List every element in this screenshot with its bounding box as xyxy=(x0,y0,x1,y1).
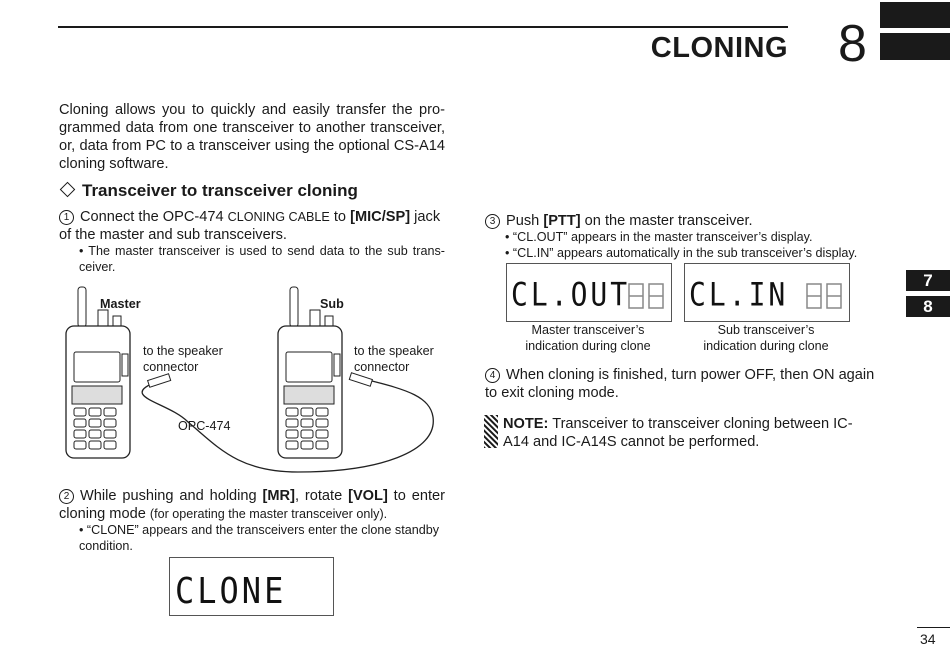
note-hatch-icon xyxy=(484,415,498,448)
lcd-digits-icon xyxy=(627,282,667,310)
speaker-label-left xyxy=(143,343,223,375)
speaker-label-line: to the speaker xyxy=(354,344,434,358)
step-text: Push xyxy=(506,213,544,229)
mr-key: [MR] xyxy=(262,488,295,504)
sub-radio-icon xyxy=(278,287,342,458)
step-text: jack of the master and sub transceivers. xyxy=(59,209,441,243)
plug-left-icon xyxy=(148,374,171,387)
step-text: to xyxy=(329,209,351,225)
lcd-master-text: CL.OUT xyxy=(511,275,631,314)
intro-paragraph: Cloning allows you to quickly and easily transfer the pro-grammed data from one transceiver to another transceiver, or, data from PC to a transceiver using the optional CS-A14 cloning software. xyxy=(59,102,445,172)
speaker-label-line: connector xyxy=(354,360,410,374)
speaker-label-line: connector xyxy=(143,360,199,374)
section-heading xyxy=(59,181,358,201)
page-title: CLONING xyxy=(650,32,788,64)
chapter-bar-top xyxy=(880,2,950,28)
step-2 xyxy=(59,487,445,523)
chapter-bar-bottom xyxy=(880,33,950,60)
side-tab-7[interactable]: 7 xyxy=(906,270,950,291)
step-3-bullet-2: • “CL.IN” appears automatically in the sub transceiver’s display. xyxy=(505,246,858,260)
speaker-label-right xyxy=(354,343,434,375)
caption-line: indication during clone xyxy=(525,339,651,353)
chapter-number: 8 xyxy=(838,15,867,73)
page-number-rule xyxy=(917,627,950,628)
vol-key: [VOL] xyxy=(348,488,388,504)
master-label: Master xyxy=(100,297,141,311)
caption-line: indication during clone xyxy=(703,339,829,353)
step-text: When cloning is finished, turn power OFF, then ON again to exit cloning mode. xyxy=(485,367,875,401)
step-4 xyxy=(485,366,877,402)
caption-line: Master transceiver’s xyxy=(531,323,645,337)
cable-name: CLONING CABLE xyxy=(227,210,330,224)
step-text: Connect the OPC-474 xyxy=(80,209,228,225)
step-3 xyxy=(485,212,875,230)
lcd-clone xyxy=(169,557,334,616)
step-number: 1 xyxy=(59,210,74,225)
sub-label: Sub xyxy=(320,297,344,311)
step-number: 4 xyxy=(485,368,500,383)
page-number: 34 xyxy=(920,631,936,647)
master-radio-icon xyxy=(66,287,130,458)
cable-label: OPC-474 xyxy=(178,419,231,433)
step-text: on the master transceiver. xyxy=(580,213,753,229)
note-text: Transceiver to transceiver cloning between IC-A14 and IC-A14S cannot be performed. xyxy=(503,416,853,450)
caption-line: Sub transceiver’s xyxy=(717,323,815,337)
ptt-key: [PTT] xyxy=(543,213,581,229)
section-title: Transceiver to transceiver cloning xyxy=(82,181,358,200)
note-label: NOTE: xyxy=(503,416,549,432)
step-text: While pushing and holding xyxy=(80,488,263,504)
lcd-clone-text: CLONE xyxy=(175,570,287,612)
step-3-bullet-1: • “CL.OUT” appears in the master transceiver’s display. xyxy=(505,230,813,244)
step-number: 3 xyxy=(485,214,500,229)
step-1-bullet: • The master transceiver is used to send data to the sub trans-ceiver. xyxy=(79,244,445,274)
lcd-master xyxy=(506,263,672,322)
caption-master xyxy=(506,322,670,354)
diamond-icon xyxy=(60,182,76,198)
jack-key: [MIC/SP] xyxy=(350,209,411,225)
step-2-bullet: • “CLONE” appears and the transceivers enter the clone standby condition. xyxy=(79,523,440,553)
side-tab-8[interactable]: 8 xyxy=(906,296,950,317)
lcd-sub xyxy=(684,263,850,322)
step-1 xyxy=(59,208,445,244)
caption-sub xyxy=(684,322,848,354)
lcd-digits-icon xyxy=(805,282,845,310)
lcd-sub-text: CL.IN xyxy=(689,275,789,314)
cloning-diagram xyxy=(58,282,458,482)
step-note: (for operating the master transceiver only). xyxy=(149,507,388,521)
speaker-label-line: to the speaker xyxy=(143,344,223,358)
step-number: 2 xyxy=(59,489,74,504)
step-text: to enter cloning mode xyxy=(59,488,445,522)
header-rule xyxy=(58,26,788,28)
step-text: , rotate xyxy=(294,488,349,504)
note xyxy=(503,415,878,451)
